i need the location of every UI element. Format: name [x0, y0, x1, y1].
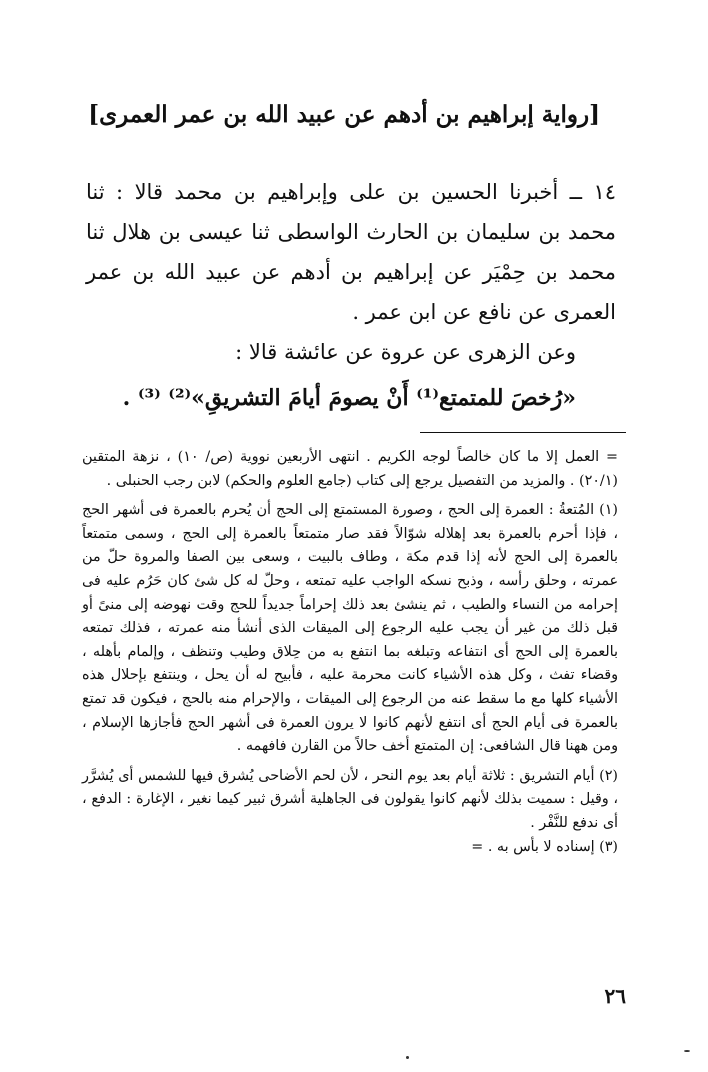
scan-speck	[406, 1056, 409, 1059]
footnote-2: (٢) أيام التشريق : ثلاثة أيام بعد يوم النحر ، لأن لحم الأضاحى يُشرق فيها للشمس أى يُشرَّر ، وقيل : سميت بذلك لأنهم كانوا يقولون فى الجاهلية أشرق ثبير كيما نغير ، الإغارة : الدفع ، أى ندفع للنَّفْر .	[82, 767, 618, 831]
hadith-matn: «رُخصَ للمتمتع⁽¹⁾ أَنْ يصومَ أيامَ التشريقِ»⁽²⁾ ⁽³⁾ .	[122, 385, 576, 411]
secondary-chain-line: وعن الزهرى عن عروة عن عائشة قالا :	[235, 340, 576, 364]
hadith-chain-paragraph	[86, 172, 616, 332]
footnote-1: (١) المُتعةُ : العمرة إلى الحج ، وصورة المستمتع إلى الحج أن يُحرم بالعمرة فى أشهر الحج ، فإذا أحرم بالعمرة بعد إهلاله شوّالاً فقد صار متمتعاً بالعمرة إلى الحج ، وسمى متمتعاً بالعمرة إلى الحج لأنه إذا قدم مكة ، وطاف بالبيت ، وسعى بين الصفا والمروة حلّ من عمرته ، وحلق رأسه ، وذبح نسكه الواجب عليه تمتعه ، وحلّ له كل شئ كان حَرُم عليه فى إحرامه من النساء والطيب ، ثم ينشئ بعد ذلك إحراماً جديداً للحج وقت نهوضه إلى منىً أو قبل ذلك من غير أن يجب عليه الرجوع إلى الميقات الذى أنشأ منه عمرته ، فذلك تمتعه بالعمرة إلى الحج أى انتفاعه وتبلغه بما انتفع به من حِلاق وطيب وتنظف ، وإلمام بأهله ، وقضاء تفث ، وكل هذه الأشياء كانت محرمة عليه ، فأبيح له أن يحل ، وينتفع بإحلال هذه الأشياء كلها مع ما سقط عنه من الرجوع إلى الميقات ، والإحرام منه بالحج ، فيكون قد تمتع بالعمرة فى أيام الحج أى انتفع لأنهم كانوا لا يرون العمرة فى أشهر الحج فأجازها الإسلام ، ومن ههنا قال الشافعى: إن المتمتع أخف حالاً من القارن فافهمه .	[82, 502, 618, 755]
scan-speck	[684, 1050, 690, 1052]
isnad-text: ١٤ ــ أخبرنا الحسين بن على وإبراهيم بن محمد قالا : ثنا محمد بن سليمان بن الحارث الواسطى ثنا عيسى بن هلال ثنا محمد بن حِمْيَر عن إبراهيم بن أدهم عن عبيد الله بن عمر العمرى عن نافع عن ابن عمر .	[86, 180, 616, 324]
page-number: ٢٦	[604, 984, 626, 1008]
footnote-continuation: = العمل إلا ما كان خالصاً لوجه الكريم . انتهى الأربعين نووية (ص/ ١٠) ، نزهة المتقين (٢٠/١) . والمزيد من التفصيل يرجع إلى كتاب (جامع العلوم والحكم) لابن رجب الحنبلى .	[82, 449, 618, 489]
footnotes	[82, 446, 618, 859]
section-heading: [رواية إبراهيم بن أدهم عن عبيد الله بن عمر العمرى]	[88, 101, 600, 128]
footnote-separator	[420, 432, 626, 433]
footnote-3: (٣) إسناده لا بأس به . =	[471, 838, 618, 855]
